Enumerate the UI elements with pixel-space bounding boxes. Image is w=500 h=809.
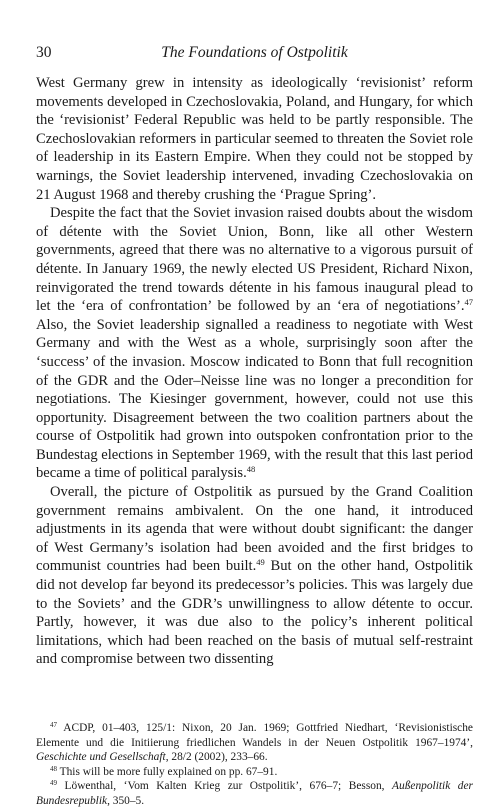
text-run: Löwenthal, ‘Vom Kalten Krieg zur Ostpolitik’, 676–7; Besson, xyxy=(57,780,393,793)
footnote-marker: 49 xyxy=(50,779,57,788)
running-head xyxy=(36,44,473,66)
footnote xyxy=(36,779,473,808)
text-run: But on the other hand, Ostpolitik did not develop far beyond its predecessor’s policies. This was largely due to the Soviets’ and the GDR’s unwillingness to allow détente to occur. Partly, however, it was due also to the policy’s inherent political limitations, which had been reached on the basis of mutual self-restraint and compromise between two dissenting xyxy=(36,558,473,668)
text-run: , 28/2 (2002), 233–66. xyxy=(165,751,268,764)
paragraph xyxy=(36,483,473,669)
footnote-marker: 47 xyxy=(50,721,57,729)
running-title: The Foundations of Ostpolitik xyxy=(161,44,348,61)
body-text xyxy=(36,74,473,669)
text-run: Despite the fact that the Soviet invasion raised doubts about the wisdom of détente with the Soviet Union, Bonn, like all other Western governments, agreed that there was no alternative to a vigorous pursuit of détente. In January 1969, the newly elected US President, Richard Nixon, reinvigorated the trend towards détente in his famous inaugural plead to let the ‘era of confrontation’ be followed by an ‘era of negotiations’. xyxy=(36,205,473,315)
footnote-reference: 47 xyxy=(464,297,473,308)
page-number: 30 xyxy=(36,44,52,61)
text-run: This will be more fully explained on pp. 67–91. xyxy=(57,765,278,778)
book-page xyxy=(36,44,473,809)
footnote xyxy=(36,765,473,780)
text-run: Overall, the picture of Ostpolitik as pursued by the Grand Coalition government remains ambivalent. On the one hand, it introduced adjustments in its agenda that were without doubt significant: the danger of West Germany’s isolation had been avoided and the first bridges to communist countries had been built. xyxy=(36,484,473,575)
italic-title: Außenpolitik der Bundesrepublik xyxy=(36,780,473,807)
footnote xyxy=(36,721,473,765)
footnotes xyxy=(36,721,473,809)
text-run: ACDP, 01–403, 125/1: Nixon, 20 Jan. 1969; Gottfried Niedhart, ‘Revisionistische Elemente und die Initiierung friedlichen Wandels in der Neuen Ostpolitik 1967–1974’, xyxy=(36,722,473,749)
paragraph xyxy=(36,74,473,204)
footnote-reference: 48 xyxy=(246,464,256,475)
footnote-reference: 49 xyxy=(256,557,265,568)
text-run: , 350–5. xyxy=(107,794,145,807)
text-run: West Germany grew in intensity as ideologically ‘revisionist’ reform movements developed in Czechoslovakia, Poland, and Hungary, for which the ‘revisionist’ Federal Republic was held to be partly responsible. The Czechoslovakian reformers in particular seemed to threaten the Soviet role of leadership in its Eastern Empire. When they could not be stopped by warnings, the Soviet leadership intervened, invading Czechoslovakia on 21 August 1968 and thereby crushing the ‘Prague Spring’. xyxy=(36,75,473,203)
italic-title: Geschichte und Gesellschaft xyxy=(36,751,166,764)
footnote-marker: 48 xyxy=(50,764,57,773)
text-run: Also, the Soviet leadership signalled a readiness to negotiate with West Germany and with the West as a whole, surprisingly soon after the ‘success’ of the invasion. Moscow indicated to Bonn that full recognition of the GDR and the Oder–Neisse line was no longer a precondition for negotiations. The Kiesinger government, however, could not use this opportunity. Disagreement between the two coalition partners about the course of Ostpolitik had grown into outspoken confrontation prior to the Bundestag elections in September 1969, with the result that this last period became a time of political paralysis. xyxy=(36,316,473,482)
paragraph xyxy=(36,204,473,483)
